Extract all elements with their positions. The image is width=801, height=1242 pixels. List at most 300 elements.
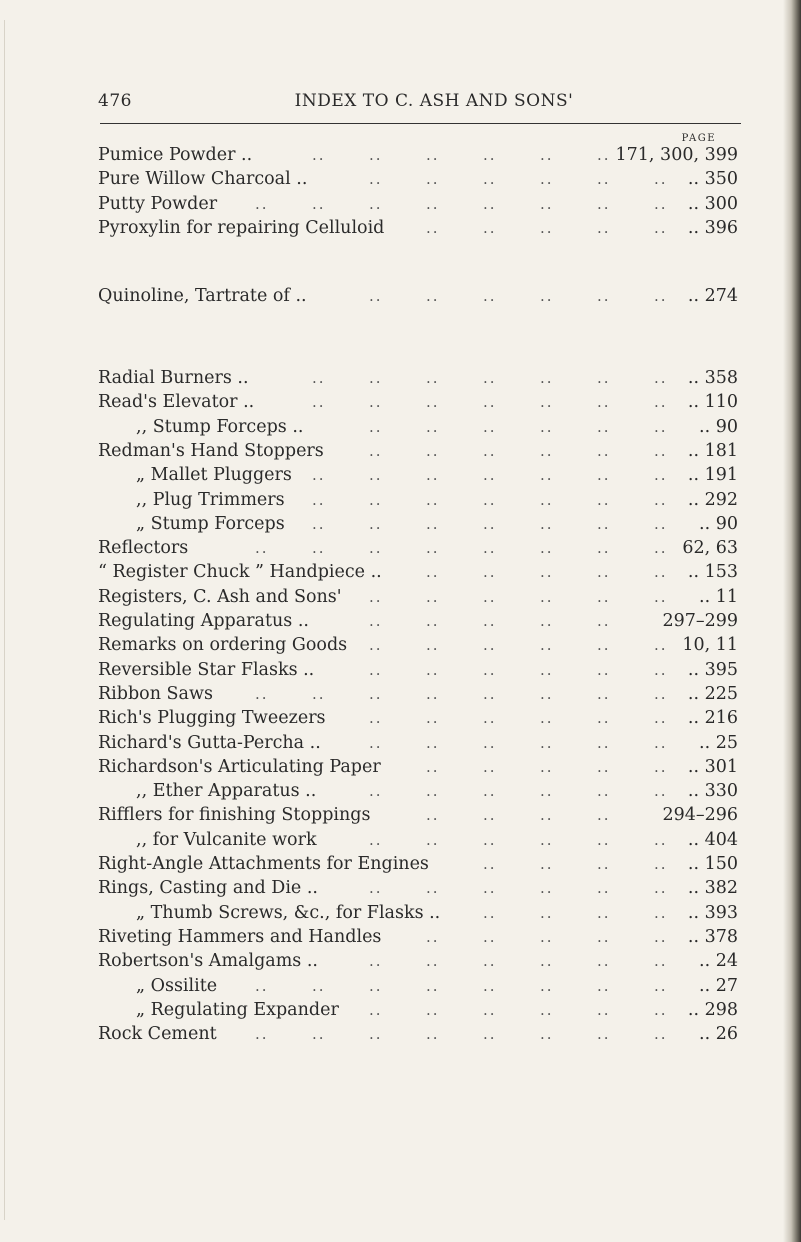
entry-page-ref: .. 404 bbox=[687, 829, 738, 850]
index-entry bbox=[98, 462, 738, 488]
entry-label: Radial Burners .. bbox=[98, 368, 249, 388]
leader-dots: .. bbox=[255, 976, 269, 995]
leader-dots: .. bbox=[369, 287, 383, 305]
index-entry bbox=[98, 215, 738, 241]
leader-dots: .. bbox=[597, 709, 611, 728]
leader-dots: .. bbox=[483, 466, 497, 485]
entry-label: Remarks on ordering Goods bbox=[98, 635, 348, 656]
leader-dots: .. bbox=[597, 194, 611, 213]
index-entry bbox=[98, 827, 738, 853]
index-entry bbox=[98, 900, 738, 926]
leader-dots: .. bbox=[483, 903, 497, 922]
leader-dots: .. bbox=[369, 393, 383, 412]
leader-dots: .. bbox=[597, 287, 611, 305]
page-number: 476 bbox=[98, 91, 132, 111]
leader-dots: .. bbox=[597, 976, 611, 995]
entry-label: Robertson's Amalgams .. bbox=[98, 951, 318, 972]
leader-dots: .. bbox=[483, 563, 497, 582]
leader-dots: .. bbox=[597, 830, 611, 849]
leader-dots: .. bbox=[654, 514, 668, 533]
leader-dots: .. bbox=[426, 830, 440, 849]
entry-label: ,, for Vulcanite work bbox=[136, 829, 317, 850]
leader-dots: .. bbox=[369, 660, 383, 679]
entry-label: „ Ossilite bbox=[136, 975, 218, 996]
leader-dots: .. bbox=[426, 218, 440, 237]
entry-page-ref: .. 225 bbox=[687, 683, 738, 704]
leader-dots: .. bbox=[426, 563, 440, 582]
entry-page-ref: .. 27 bbox=[699, 975, 738, 996]
index-entry bbox=[98, 511, 738, 537]
index-entry bbox=[98, 802, 738, 828]
leader-dots: .. bbox=[540, 782, 554, 801]
leader-dots: .. bbox=[483, 194, 497, 213]
leader-dots: .. bbox=[654, 393, 668, 412]
leader-dots: .. bbox=[540, 287, 554, 305]
leader-dots: .. bbox=[426, 1000, 440, 1019]
entry-label: Pyroxylin for repairing Celluloid bbox=[98, 217, 385, 238]
leader-dots: .. bbox=[483, 709, 497, 728]
entry-page-ref: .. 90 bbox=[699, 513, 738, 534]
leader-dots: .. bbox=[369, 490, 383, 509]
entry-label: Right-Angle Attachments for Engines bbox=[98, 854, 429, 874]
leader-dots: .. bbox=[312, 466, 326, 485]
index-entry bbox=[98, 730, 738, 756]
entry-page-ref: .. 24 bbox=[699, 951, 738, 972]
leader-dots: .. bbox=[597, 1025, 611, 1044]
leader-dots: .. bbox=[597, 927, 611, 946]
leader-dots: .. bbox=[540, 976, 554, 995]
entry-page-ref: .. 25 bbox=[699, 732, 738, 753]
leader-dots: .. bbox=[597, 855, 611, 873]
index-entry bbox=[98, 924, 738, 950]
leader-dots: .. bbox=[654, 369, 668, 387]
leader-dots: .. bbox=[597, 684, 611, 703]
leader-dots: .. bbox=[597, 514, 611, 533]
leader-dots: .. bbox=[312, 369, 326, 387]
leader-dots: .. bbox=[426, 441, 440, 460]
leader-dots: .. bbox=[426, 709, 440, 728]
entry-page-ref: .. 298 bbox=[687, 999, 738, 1020]
index-entry bbox=[98, 851, 738, 877]
leader-dots: .. bbox=[255, 194, 269, 213]
leader-dots: .. bbox=[426, 1025, 440, 1044]
leader-dots: .. bbox=[597, 563, 611, 582]
leader-dots: .. bbox=[540, 684, 554, 703]
leader-dots: .. bbox=[654, 855, 668, 873]
entry-page-ref: .. 216 bbox=[687, 708, 738, 729]
leader-dots: .. bbox=[597, 393, 611, 412]
leader-dots: .. bbox=[369, 1025, 383, 1044]
entry-label: Rings, Casting and Die .. bbox=[98, 878, 318, 899]
leader-dots: .. bbox=[540, 952, 554, 971]
leader-dots: .. bbox=[369, 636, 383, 655]
entry-label: Richard's Gutta-Percha .. bbox=[98, 732, 321, 753]
leader-dots: .. bbox=[540, 830, 554, 849]
leader-dots: .. bbox=[540, 733, 554, 752]
entry-page-ref: .. 292 bbox=[687, 489, 738, 510]
leader-dots: .. bbox=[597, 879, 611, 898]
leader-dots: .. bbox=[540, 490, 554, 509]
entry-label: ,, Ether Apparatus .. bbox=[136, 781, 317, 802]
leader-dots: .. bbox=[426, 782, 440, 801]
leader-dots: .. bbox=[597, 903, 611, 922]
leader-dots: .. bbox=[483, 218, 497, 237]
leader-dots: .. bbox=[483, 170, 497, 189]
leader-dots: .. bbox=[597, 733, 611, 752]
leader-dots: .. bbox=[597, 441, 611, 460]
entry-page-ref: .. 350 bbox=[687, 169, 738, 190]
entry-page-ref: .. 301 bbox=[687, 756, 738, 777]
leader-dots: .. bbox=[540, 1025, 554, 1044]
leader-dots: .. bbox=[369, 587, 383, 606]
leader-dots: .. bbox=[597, 146, 611, 164]
leader-dots: .. bbox=[654, 636, 668, 655]
leader-dots: .. bbox=[654, 830, 668, 849]
leader-dots: .. bbox=[597, 1000, 611, 1019]
entry-page-ref: .. 358 bbox=[687, 368, 738, 388]
entry-page-ref: .. 300 bbox=[687, 193, 738, 214]
entry-page-ref: .. 396 bbox=[687, 217, 738, 238]
index-entry bbox=[98, 997, 738, 1023]
leader-dots: .. bbox=[369, 170, 383, 189]
leader-dots: .. bbox=[369, 879, 383, 898]
leader-dots: .. bbox=[426, 539, 440, 558]
index-entry bbox=[98, 166, 738, 192]
entry-page-ref: 297–299 bbox=[662, 611, 738, 631]
index-entry bbox=[98, 584, 738, 610]
leader-dots: .. bbox=[654, 976, 668, 995]
leader-dots: .. bbox=[255, 539, 269, 558]
entry-label: „ Mallet Pluggers bbox=[136, 465, 292, 486]
header-title: INDEX TO C. ASH AND SONS' bbox=[294, 91, 574, 111]
leader-dots: .. bbox=[426, 146, 440, 164]
leader-dots: .. bbox=[483, 976, 497, 995]
entry-label: Registers, C. Ash and Sons' bbox=[98, 586, 342, 607]
leader-dots: .. bbox=[597, 170, 611, 189]
leader-dots: .. bbox=[255, 684, 269, 703]
entry-page-ref: .. 393 bbox=[687, 902, 738, 923]
leader-dots: .. bbox=[369, 417, 383, 436]
leader-dots: .. bbox=[597, 612, 611, 630]
leader-dots: .. bbox=[540, 369, 554, 387]
leader-dots: .. bbox=[540, 855, 554, 873]
leader-dots: .. bbox=[426, 194, 440, 213]
leader-dots: .. bbox=[654, 563, 668, 582]
leader-dots: .. bbox=[312, 514, 326, 533]
leader-dots: .. bbox=[654, 1000, 668, 1019]
leader-dots: .. bbox=[597, 757, 611, 776]
entry-label: Quinoline, Tartrate of .. bbox=[98, 286, 307, 306]
leader-dots: .. bbox=[426, 490, 440, 509]
index-entry bbox=[98, 778, 738, 804]
leader-dots: .. bbox=[483, 855, 497, 873]
leader-dots: .. bbox=[597, 369, 611, 387]
leader-dots: .. bbox=[540, 441, 554, 460]
leader-dots: .. bbox=[426, 587, 440, 606]
leader-dots: .. bbox=[654, 466, 668, 485]
entry-page-ref: 294–296 bbox=[662, 805, 738, 826]
leader-dots: .. bbox=[597, 539, 611, 558]
leader-dots: .. bbox=[540, 417, 554, 436]
index-entry bbox=[98, 487, 738, 513]
index-entry bbox=[98, 438, 738, 464]
leader-dots: .. bbox=[483, 636, 497, 655]
entry-label: „ Stump Forceps bbox=[136, 513, 285, 534]
entry-label: Rock Cement bbox=[98, 1024, 217, 1045]
leader-dots: .. bbox=[597, 587, 611, 606]
leader-dots: .. bbox=[540, 393, 554, 412]
leader-dots: .. bbox=[597, 806, 611, 825]
leader-dots: .. bbox=[654, 757, 668, 776]
leader-dots: .. bbox=[312, 1025, 326, 1044]
leader-dots: .. bbox=[312, 976, 326, 995]
entry-page-ref: .. 11 bbox=[699, 586, 738, 607]
leader-dots: .. bbox=[483, 514, 497, 533]
leader-dots: .. bbox=[483, 733, 497, 752]
entry-page-ref: .. 274 bbox=[687, 286, 738, 306]
entry-page-ref: .. 110 bbox=[687, 392, 738, 413]
index-entry bbox=[98, 657, 738, 683]
leader-dots: .. bbox=[483, 612, 497, 630]
leader-dots: .. bbox=[540, 612, 554, 630]
leader-dots: .. bbox=[597, 417, 611, 436]
entry-label: ,, Plug Trimmers bbox=[136, 489, 285, 510]
leader-dots: .. bbox=[369, 539, 383, 558]
leader-dots: .. bbox=[483, 757, 497, 776]
leader-dots: .. bbox=[483, 146, 497, 164]
leader-dots: .. bbox=[540, 194, 554, 213]
entry-label: Rich's Plugging Tweezers bbox=[98, 708, 326, 729]
leader-dots: .. bbox=[540, 1000, 554, 1019]
leader-dots: .. bbox=[654, 903, 668, 922]
index-entry bbox=[98, 414, 738, 440]
leader-dots: .. bbox=[597, 466, 611, 485]
entry-label: Rifflers for finishing Stoppings bbox=[98, 805, 371, 826]
entry-page-ref: .. 191 bbox=[687, 465, 738, 486]
index-entry bbox=[98, 191, 738, 217]
leader-dots: .. bbox=[369, 1000, 383, 1019]
entry-page-ref: .. 153 bbox=[687, 562, 738, 583]
entry-label: „ Thumb Screws, &c., for Flasks .. bbox=[136, 902, 441, 923]
leader-dots: .. bbox=[369, 952, 383, 971]
leader-dots: .. bbox=[483, 684, 497, 703]
leader-dots: .. bbox=[540, 636, 554, 655]
leader-dots: .. bbox=[369, 782, 383, 801]
leader-dots: .. bbox=[426, 879, 440, 898]
leader-dots: .. bbox=[426, 806, 440, 825]
entry-label: ,, Stump Forceps .. bbox=[136, 416, 304, 437]
leader-dots: .. bbox=[369, 733, 383, 752]
index-entry bbox=[98, 681, 738, 707]
leader-dots: .. bbox=[426, 660, 440, 679]
entry-page-ref: .. 90 bbox=[699, 416, 738, 437]
leader-dots: .. bbox=[540, 539, 554, 558]
leader-dots: .. bbox=[540, 218, 554, 237]
index-entry bbox=[98, 365, 738, 391]
leader-dots: .. bbox=[483, 393, 497, 412]
leader-dots: .. bbox=[654, 218, 668, 237]
entry-page-ref: 10, 11 bbox=[682, 635, 738, 656]
leader-dots: .. bbox=[369, 194, 383, 213]
index-entry bbox=[98, 389, 738, 415]
leader-dots: .. bbox=[426, 170, 440, 189]
leader-dots: .. bbox=[255, 1025, 269, 1044]
leader-dots: .. bbox=[540, 146, 554, 164]
leader-dots: .. bbox=[312, 684, 326, 703]
index-entry bbox=[98, 948, 738, 974]
leader-dots: .. bbox=[369, 441, 383, 460]
leader-dots: .. bbox=[426, 466, 440, 485]
leader-dots: .. bbox=[654, 782, 668, 801]
leader-dots: .. bbox=[654, 287, 668, 305]
leader-dots: .. bbox=[540, 587, 554, 606]
leader-dots: .. bbox=[483, 441, 497, 460]
entry-label: „ Regulating Expander bbox=[136, 999, 339, 1020]
leader-dots: .. bbox=[654, 952, 668, 971]
leader-dots: .. bbox=[369, 369, 383, 387]
leader-dots: .. bbox=[654, 709, 668, 728]
leader-dots: .. bbox=[540, 879, 554, 898]
leader-dots: .. bbox=[483, 1000, 497, 1019]
leader-dots: .. bbox=[426, 393, 440, 412]
entry-page-ref: .. 150 bbox=[687, 854, 738, 874]
leader-dots: .. bbox=[369, 976, 383, 995]
leader-dots: .. bbox=[654, 194, 668, 213]
leader-dots: .. bbox=[369, 146, 383, 164]
leader-dots: .. bbox=[654, 733, 668, 752]
leader-dots: .. bbox=[426, 757, 440, 776]
entry-page-ref: .. 378 bbox=[687, 926, 738, 947]
leader-dots: .. bbox=[483, 879, 497, 898]
leader-dots: .. bbox=[654, 539, 668, 558]
entry-label: Regulating Apparatus .. bbox=[98, 611, 309, 631]
leader-dots: .. bbox=[597, 782, 611, 801]
leader-dots: .. bbox=[483, 417, 497, 436]
leader-dots: .. bbox=[597, 636, 611, 655]
entry-page-ref: .. 382 bbox=[687, 878, 738, 899]
leader-dots: .. bbox=[312, 539, 326, 558]
entry-label: Riveting Hammers and Handles bbox=[98, 926, 382, 947]
index-entry bbox=[98, 1021, 738, 1047]
leader-dots: .. bbox=[483, 587, 497, 606]
entry-label: Pumice Powder .. bbox=[98, 145, 253, 165]
leader-dots: .. bbox=[426, 514, 440, 533]
leader-dots: .. bbox=[369, 612, 383, 630]
index-entry bbox=[98, 283, 738, 309]
leader-dots: .. bbox=[426, 369, 440, 387]
index-entry bbox=[98, 535, 738, 561]
leader-dots: .. bbox=[483, 539, 497, 558]
leader-dots: .. bbox=[654, 490, 668, 509]
index-entry bbox=[98, 559, 738, 585]
entry-label: Read's Elevator .. bbox=[98, 392, 255, 413]
leader-dots: .. bbox=[597, 952, 611, 971]
leader-dots: .. bbox=[426, 636, 440, 655]
leader-dots: .. bbox=[654, 417, 668, 436]
leader-dots: .. bbox=[540, 757, 554, 776]
leader-dots: .. bbox=[654, 587, 668, 606]
index-entry bbox=[98, 754, 738, 780]
entry-page-ref: .. 181 bbox=[687, 440, 738, 461]
leader-dots: .. bbox=[540, 514, 554, 533]
entry-label: Reflectors bbox=[98, 538, 189, 559]
entry-label: Reversible Star Flasks .. bbox=[98, 659, 315, 680]
leader-dots: .. bbox=[540, 709, 554, 728]
index-entry bbox=[98, 632, 738, 658]
leader-dots: .. bbox=[426, 927, 440, 946]
index-entry bbox=[98, 875, 738, 901]
leader-dots: .. bbox=[426, 684, 440, 703]
leader-dots: .. bbox=[312, 194, 326, 213]
entry-page-ref: 62, 63 bbox=[682, 538, 738, 559]
entry-page-ref: .. 330 bbox=[687, 781, 738, 802]
leader-dots: .. bbox=[654, 879, 668, 898]
entry-page-ref: 171, 300, 399 bbox=[615, 145, 738, 165]
leader-dots: .. bbox=[654, 927, 668, 946]
leader-dots: .. bbox=[483, 490, 497, 509]
leader-dots: .. bbox=[426, 287, 440, 305]
leader-dots: .. bbox=[540, 806, 554, 825]
entry-page-ref: .. 395 bbox=[687, 659, 738, 680]
index-entry bbox=[98, 973, 738, 999]
leader-dots: .. bbox=[597, 490, 611, 509]
leader-dots: .. bbox=[369, 684, 383, 703]
leader-dots: .. bbox=[426, 952, 440, 971]
leader-dots: .. bbox=[483, 806, 497, 825]
leader-dots: .. bbox=[483, 927, 497, 946]
entry-label: Ribbon Saws bbox=[98, 683, 213, 704]
leader-dots: .. bbox=[483, 1025, 497, 1044]
entry-label: Putty Powder bbox=[98, 193, 218, 214]
leader-dots: .. bbox=[426, 733, 440, 752]
leader-dots: .. bbox=[597, 218, 611, 237]
index-entry bbox=[98, 705, 738, 731]
leader-dots: .. bbox=[426, 612, 440, 630]
leader-dots: .. bbox=[369, 466, 383, 485]
leader-dots: .. bbox=[312, 146, 326, 164]
leader-dots: .. bbox=[483, 369, 497, 387]
index-entry bbox=[98, 608, 738, 634]
entry-page-ref: .. 26 bbox=[699, 1024, 738, 1045]
leader-dots: .. bbox=[312, 490, 326, 509]
leader-dots: .. bbox=[483, 830, 497, 849]
leader-dots: .. bbox=[483, 660, 497, 679]
leader-dots: .. bbox=[654, 1025, 668, 1044]
leader-dots: .. bbox=[654, 660, 668, 679]
leader-dots: .. bbox=[540, 466, 554, 485]
leader-dots: .. bbox=[369, 709, 383, 728]
leader-dots: .. bbox=[540, 563, 554, 582]
leader-dots: .. bbox=[483, 287, 497, 305]
leader-dots: .. bbox=[654, 684, 668, 703]
leader-dots: .. bbox=[483, 952, 497, 971]
leader-dots: .. bbox=[540, 170, 554, 189]
entry-label: Redman's Hand Stoppers bbox=[98, 440, 324, 461]
leader-dots: .. bbox=[597, 660, 611, 679]
entry-label: Pure Willow Charcoal .. bbox=[98, 169, 308, 190]
leader-dots: .. bbox=[540, 903, 554, 922]
leader-dots: .. bbox=[369, 830, 383, 849]
leader-dots: .. bbox=[312, 393, 326, 412]
leader-dots: .. bbox=[540, 660, 554, 679]
index-entry bbox=[98, 142, 738, 168]
leader-dots: .. bbox=[654, 441, 668, 460]
leader-dots: .. bbox=[426, 976, 440, 995]
leader-dots: .. bbox=[654, 170, 668, 189]
entry-label: “ Register Chuck ” Handpiece .. bbox=[98, 562, 382, 583]
entry-label: Richardson's Articulating Paper bbox=[98, 756, 381, 777]
leader-dots: .. bbox=[483, 782, 497, 801]
